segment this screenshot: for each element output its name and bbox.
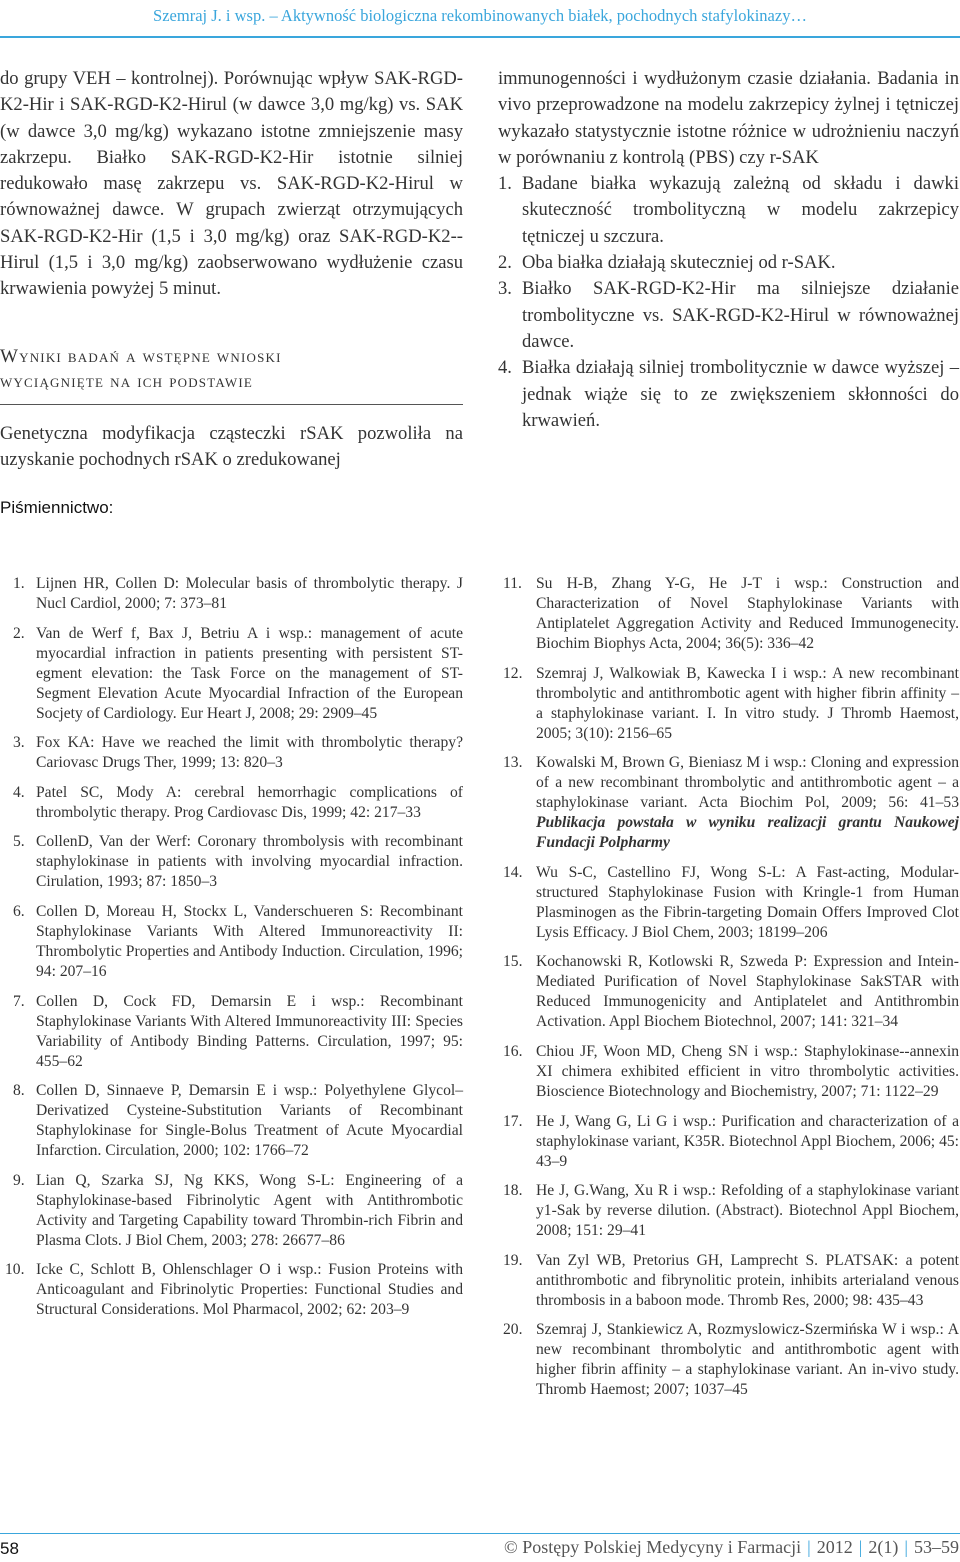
reference-number: 16.: [503, 1042, 523, 1060]
running-head-rule: [0, 36, 960, 38]
footer-separator: |: [858, 1537, 863, 1557]
section-heading-line-1: Wyniki badań a wstępne wnioski: [0, 346, 282, 367]
reference-number: 20.: [503, 1321, 523, 1339]
reference-number: 1.: [13, 575, 25, 592]
reference-text: Van de Werf f, Bax J, Betriu A i wsp.: management of acute myocardial infraction in patients presenting with persistent ST-egment elevation: the Task Force on the management of ST-Segment Elevation Acute Myocardial Infraction of the European Socjety of Cardiology. Eur Heart J, 2008; 29: 2909–45: [36, 624, 463, 722]
reference-text: He J, Wang G, Li G i wsp.: Purification and characterization of a staphylokinase variant, K35R. Biotechnol Appl Biochem, 2006; 45: 43–9: [536, 1112, 959, 1170]
reference-text: Szemraj J, Walkowiak B, Kawecka I i wsp.: A new recombinant thrombolytic and antithrombotic agent with higher fibrin affinity – a staphylokinase variant. I. In vitro study. J Thromb Haemost, 2005; 3(10): 2156–65: [536, 664, 959, 742]
conclusion-text: Białka działają silniej trombolitycznie w dawce wyższej – jednak wiąże się to ze zwiększeniem skłonności do krwawień.: [522, 357, 959, 431]
reference-text: Su H-B, Zhang Y-G, He J-T i wsp.: Construction and Characterization of Novel Staphylokinase Variants with Antiplatelet Aggregation Activity and Reduced Immunogenecity. Biochim Biophys Acta, 2004; 36(5): 336–42: [536, 575, 959, 652]
reference-item: [0, 574, 463, 614]
reference-number: 15.: [503, 953, 523, 971]
page-number: 58: [0, 1539, 19, 1558]
section-heading-line-2: wyciągnięte na ich podstawie: [0, 371, 254, 392]
journal-issue: 2(1): [868, 1537, 899, 1557]
running-head: Szemraj J. i wsp. – Aktywność biologiczna rekombinowanych białek, pochodnych stafylokinazy…: [153, 6, 807, 25]
reference-number: 5.: [13, 833, 25, 851]
reference-text: Collen D, Moreau H, Stockx L, Vanderschueren S: Recombinant Staphylokinase Variants With Altered Immunoreactivity II: Thrombolytic Properties and Antibody Induction. Circulation, 1996; 94: 207–16: [36, 902, 463, 980]
reference-item: [498, 863, 959, 943]
reference-text: Kochanowski R, Kotlowski R, Szweda P: Expression and Intein-Mediated Purification of Novel Staphylokinase SakSTAR with Reduced Immunogenicity and Antiplatelet and Antithrombin Activation. Appl Biochem Biotechnol, 2007; 141: 321–34: [536, 953, 959, 1031]
conclusion-text: Badane białka wykazują zależną od składu i dawki skuteczność trombolityczną w modelu zakrzepicy tętniczej u szczura.: [522, 173, 959, 247]
journal-copyright: © Postępy Polskiej Medycyny i Farmacji: [504, 1537, 802, 1557]
reference-item: [498, 1181, 959, 1241]
reference-number: 18.: [503, 1182, 523, 1200]
references-heading: Piśmiennictwo:: [0, 498, 114, 517]
reference-item: [0, 1081, 463, 1161]
footer-rule: [0, 1533, 960, 1534]
reference-number: 14.: [503, 863, 523, 881]
conclusions-list: [498, 171, 959, 434]
reference-number: 2.: [13, 624, 25, 642]
reference-item: [498, 1320, 959, 1400]
conclusion-number: 3.: [498, 278, 512, 300]
reference-text: Chiou JF, Woon MD, Cheng SN i wsp.: Staphylokinase--annexin XI chimera exhibited efficient in vitro thrombolytic activities. Bioscience Biotechnology and Biochemistry, 2007; 71: 1122–29: [536, 1042, 959, 1100]
reference-number: 4.: [13, 783, 25, 801]
reference-number: 12.: [503, 664, 523, 682]
conclusion-text: Białko SAK-RGD-K2-Hir ma silniejsze działanie trombolityczne vs. SAK-RGD-K2-Hirul w równoważnej dawce.: [522, 278, 959, 352]
conclusion-number: 2.: [498, 252, 512, 274]
references-right-column: [498, 574, 959, 1410]
section-text: Genetyczna modyfikacja cząsteczki rSAK pozwoliła na uzyskanie pochodnych rSAK o zredukowanej: [0, 423, 463, 471]
reference-item: [498, 1112, 959, 1172]
reference-item: [0, 992, 463, 1072]
conclusion-number: 4.: [498, 357, 512, 379]
conclusion-item: [498, 250, 959, 276]
journal-year: 2012: [816, 1537, 853, 1557]
reference-text: Patel SC, Mody A: cerebral hemorrhagic complications of thrombolytic therapy. Prog Cardiovasc Dis, 1999; 42: 217–33: [36, 783, 463, 821]
conclusion-number: 1.: [498, 173, 512, 195]
reference-item: [498, 952, 959, 1032]
reference-item: [498, 574, 959, 654]
conclusion-text: Oba białka działają skuteczniej od r-SAK.: [522, 252, 836, 274]
section-heading-rule: [0, 404, 463, 405]
reference-text: Collen D, Cock FD, Demarsin E i wsp.: Recombinant Staphylokinase Variants With Altered Immunoreactivity III: Species Variability of Antibody Binding Patterns. Circulation, 1997; 95: 455–62: [36, 992, 463, 1070]
reference-item: [0, 733, 463, 773]
reference-item: [0, 902, 463, 982]
footer-separator: |: [904, 1537, 908, 1557]
reference-item: [498, 753, 959, 853]
reference-text: Van Zyl WB, Pretorius GH, Lamprecht S. PLATSAK: a potent antithrombotic and fibrynolitic protein, inhibits arterialand venous thrombosis in a baboon mode. Thromb Res, 2000; 98: 435–43: [536, 1251, 959, 1309]
references-left-column: [0, 574, 463, 1330]
reference-number: 19.: [503, 1251, 523, 1269]
reference-text: Lijnen HR, Collen D: Molecular basis of thrombolytic therapy. J Nucl Cardiol, 2000; 7: 373–81: [36, 575, 463, 612]
reference-text: CollenD, Van der Werf: Coronary thrombolysis with recombinant staphylokinase in patients with involving myocardial infraction. Cirulation, 1993; 87: 1850–3: [36, 833, 463, 891]
reference-text: Kowalski M, Brown G, Bieniasz M i wsp.: Cloning and expression of a new recombinant thrombolytic and antithrombotic agent – a staphylokinase variant. Acta Biochim Pol, 2009; 56: 41–53: [536, 754, 959, 812]
reference-text: He J, G.Wang, Xu R i wsp.: Refolding of a staphylokinase variant y1-Sak by reverse dilution. (Abstract). Biotechnol Appl Biochem, 2008; 151: 29–41: [536, 1182, 959, 1240]
reference-item: [0, 624, 463, 724]
reference-text: Fox KA: Have we reached the limit with thrombolytic therapy? Cariovasc Drugs Ther, 1999; 13: 820–3: [36, 734, 463, 772]
reference-number: 10.: [5, 1261, 25, 1279]
conclusion-item: [498, 171, 959, 250]
section-text-column: [0, 421, 463, 474]
left-body-paragraph: do grupy VEH – kontrolnej). Porównując wpływ SAK-RGD-K2-Hir i SAK-RGD-K2-Hirul (w dawce 3,0 mg/kg) vs. SAK (w dawce 3,0 mg/kg) wykazano istotne zmniejszenie masy zakrzepu. Białko SAK-RGD-K2-Hir istotnie silniej redukowało masę zakrzepu vs. SAK-RGD-K2-Hirul w równoważnej dawce. W grupach zwierząt otrzymujących SAK-RGD-K2-Hir (1,5 i 3,0 mg/kg) oraz SAK-RGD-K2--Hirul (1,5 i 3,0 mg/kg) zaobserwowano wydłużenie czasu krwawienia powyżej 5 minut.: [0, 68, 463, 300]
reference-item: [0, 1171, 463, 1251]
reference-item: [498, 664, 959, 744]
reference-number: 8.: [13, 1082, 25, 1100]
reference-text: Wu S-C, Castellino FJ, Wong S-L: A Fast-acting, Modular-structured Staphylokinase Fusion with Kringle-1 from Human Plasminogen as the Fibrin-targeting Domain Offers Improved Clot Lysis Efficacy. J Biol Chem, 2003; 18199–206: [536, 863, 959, 941]
reference-number: 13.: [503, 754, 523, 772]
reference-item: [0, 1260, 463, 1320]
reference-number: 7.: [13, 992, 25, 1010]
journal-footer: [504, 1537, 959, 1558]
reference-number: 17.: [503, 1112, 523, 1130]
footer-separator: |: [807, 1537, 811, 1557]
reference-item: [0, 783, 463, 823]
reference-item: [498, 1042, 959, 1102]
reference-number: 3.: [13, 734, 25, 752]
journal-pages: 53–59: [914, 1537, 959, 1557]
reference-number: 11.: [503, 575, 522, 592]
reference-text: Szemraj J, Stankiewicz A, Rozmyslowicz-Szermińska W i wsp.: A new recombinant thrombolytic and antithrombotic agent with higher fibrin affinity – a staphylokinase variant. An in-vivo study. Thromb Haemost; 2007; 1037–45: [536, 1321, 959, 1399]
reference-number: 6.: [13, 902, 25, 920]
reference-number: 9.: [13, 1171, 25, 1189]
reference-text: Lian Q, Szarka SJ, Ng KKS, Wong S-L: Engineering of a Staphylokinase-based Fibrinolytic Agent with Antithrombotic Activity and Targeting Capability toward Thrombin-rich Fibrin and Plasma Clots. J Biol Chem, 2003; 278: 26677–86: [36, 1171, 463, 1249]
reference-text: Collen D, Sinnaeve P, Demarsin E i wsp.: Polyethylene Glycol–Derivatized Cysteine-Substitution Variants of Recombinant Staphylokinase for Single-Bolus Treatment of Acute Myocardial Infarction. Circulation, 2000; 102: 1766–72: [36, 1082, 463, 1160]
section-heading: [0, 344, 463, 394]
left-body-column: [0, 66, 463, 303]
conclusion-item: [498, 355, 959, 434]
conclusion-item: [498, 276, 959, 355]
reference-item: [0, 832, 463, 892]
reference-text: Icke C, Schlott B, Ohlenschlager O i wsp.: Fusion Proteins with Anticoagulant and Fibrinolytic Properties: Functional Studies and Structural Considerations. Mol Pharmacol, 2002; 62: 203–9: [36, 1261, 463, 1319]
reference-item: [498, 1251, 959, 1311]
grant-note: Publikacja powstała w wyniku realizacji grantu Naukowej Fundacji Polpharmy: [536, 814, 959, 852]
right-body-column: [498, 66, 959, 434]
right-body-intro: immunogenności i wydłużonym czasie działania. Badania in vivo przeprowadzone na modelu zakrzepicy żylnej i tętniczej wykazało statystycznie istotne różnice w udrożnieniu naczyń w porównaniu z kontrolą (PBS) czy r-SAK: [498, 68, 959, 168]
